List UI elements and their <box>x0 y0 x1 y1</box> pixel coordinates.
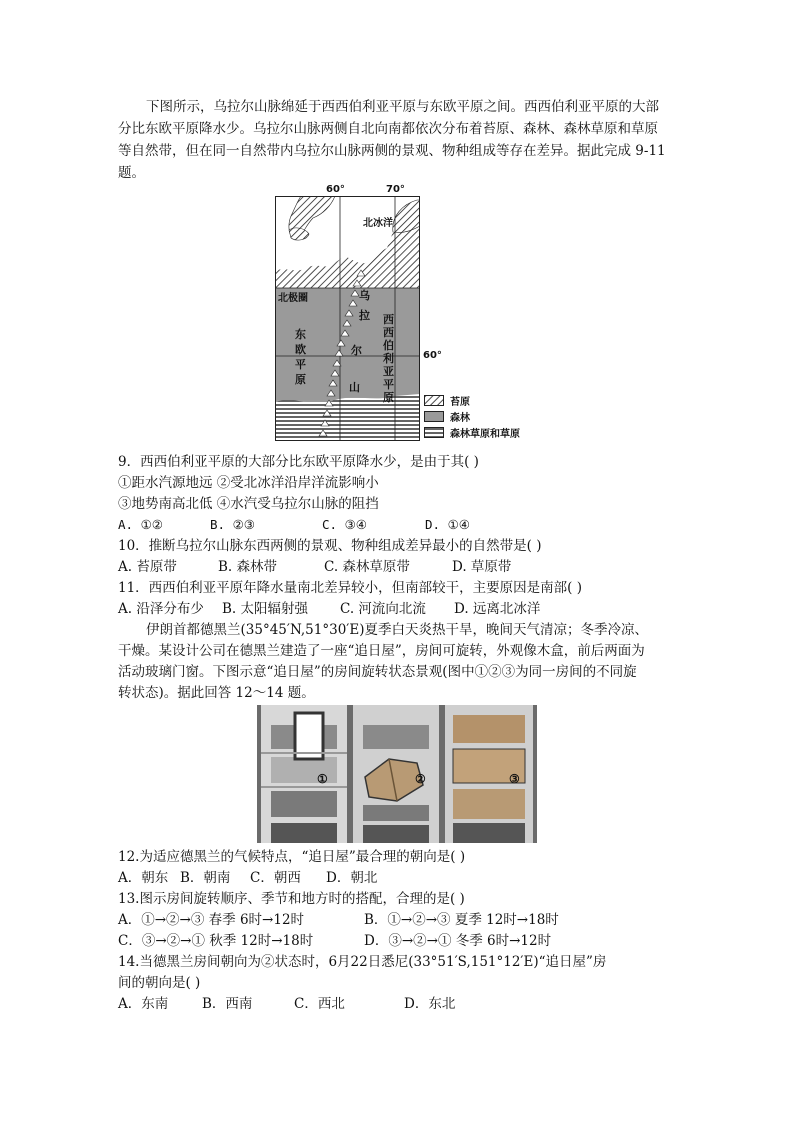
marker-3: ③ <box>509 772 520 786</box>
q11-option-a[interactable]: A. 沿泽分布少 <box>118 601 204 617</box>
intro-line-4: 题。 <box>118 165 145 181</box>
legend-steppe: 森林草原和草原 <box>424 425 520 439</box>
q12-option-d[interactable]: D．朝北 <box>326 870 378 886</box>
svg-text:平: 平 <box>383 378 394 391</box>
hatch-swatch-icon <box>424 395 444 406</box>
legend-tundra: 苔原 <box>424 393 520 407</box>
svg-text:平: 平 <box>295 358 306 371</box>
intro-line-2: 分比东欧平原降水少。乌拉尔山脉两侧自北向南都依次分布着苔原、森林、森林草原和草原 <box>118 121 658 137</box>
q14-option-d[interactable]: D．东北 <box>404 996 456 1012</box>
q14-option-c[interactable]: C．西北 <box>294 996 345 1012</box>
q10-option-b[interactable]: B. 森林带 <box>218 559 278 575</box>
label-arctic-circle: 北极圈 <box>278 293 308 304</box>
q14-stem-line-2: 间的朝向是( ) <box>118 975 201 991</box>
lon-label-70: 70° <box>386 184 405 195</box>
sun-tracking-house-photo <box>257 705 537 843</box>
q11-stem: 11．西西伯利亚平原年降水量南北差异较小，但南部较干，主要原因是南部( ) <box>118 580 583 596</box>
marker-1: ① <box>317 772 328 786</box>
q13-option-c[interactable]: C．③→②→① 秋季 12时→18时 <box>118 933 314 949</box>
q11-option-b[interactable]: B. 太阳辐射强 <box>222 601 309 617</box>
q12-option-a[interactable]: A．朝东 <box>118 870 169 886</box>
svg-text:原: 原 <box>383 391 394 404</box>
intro-line-1: 下图所示，乌拉尔山脉绵延于西西伯利亚平原与东欧平原之间。西西伯利亚平原的大部 <box>146 99 659 115</box>
svg-text:乌: 乌 <box>359 289 370 302</box>
ural-map <box>275 196 420 441</box>
q13-option-b[interactable]: B．①→②→③ 夏季 12时→18时 <box>364 912 559 928</box>
q9-option-c[interactable]: C. ③④ <box>322 517 367 532</box>
svg-text:西: 西 <box>383 313 394 326</box>
q10-option-a[interactable]: A. 苔原带 <box>118 559 177 575</box>
q10-option-d[interactable]: D. 草原带 <box>452 559 512 575</box>
svg-text:亚: 亚 <box>383 365 394 378</box>
q12-option-b[interactable]: B．朝南 <box>180 870 231 886</box>
passage2-line-4: 转状态)。据此回答 12～14 题。 <box>118 685 315 701</box>
label-arctic-ocean: 北冰洋 <box>363 218 393 229</box>
legend-forest: 森林 <box>424 409 520 423</box>
q9-statement-1: ①距水汽源地远 ②受北冰洋沿岸洋流影响小 <box>118 475 379 491</box>
q14-option-b[interactable]: B．西南 <box>202 996 253 1012</box>
passage2-line-3: 活动玻璃门窗。下图示意“追日屋”的房间旋转状态景观(图中①②③为同一房间的不同旋 <box>118 664 637 680</box>
q12-option-c[interactable]: C．朝西 <box>250 870 301 886</box>
q11-option-d[interactable]: D. 远离北冰洋 <box>454 601 541 617</box>
svg-text:原: 原 <box>295 373 306 386</box>
q11-option-c[interactable]: C. 河流向北流 <box>340 601 426 617</box>
q10-stem: 10．推断乌拉尔山脉东西两侧的景观、物种组成差异最小的自然带是( ) <box>118 538 542 554</box>
building-state-2 <box>353 705 439 843</box>
house-illustration <box>257 705 537 843</box>
svg-text:尔: 尔 <box>351 344 362 357</box>
lines-swatch-icon <box>424 427 444 438</box>
q9-option-a[interactable]: A. ①② <box>118 517 163 532</box>
q13-stem: 13.图示房间旋转顺序、季节和地方时的搭配，合理的是( ) <box>118 891 465 907</box>
passage2-line-1: 伊朗首都德黑兰(35°45′N,51°30′E)夏季白天炎热干旱，晚间天气清凉；冬季冷凉、 <box>146 622 648 638</box>
lat-label-60: 60° <box>423 350 442 361</box>
gray-swatch-icon <box>424 411 444 422</box>
building-state-1 <box>261 705 347 843</box>
svg-text:利: 利 <box>383 352 394 365</box>
q14-option-a[interactable]: A．东南 <box>118 996 169 1012</box>
q12-stem: 12.为适应德黑兰的气候特点，“追日屋”最合理的朝向是( ) <box>118 849 466 865</box>
steppe-zone <box>275 394 420 441</box>
intro-line-3: 等自然带，但在同一自然带内乌拉尔山脉两侧的景观、物种组成等存在差异。据此完成 9-11 <box>118 143 666 159</box>
q9-option-d[interactable]: D. ①④ <box>425 517 470 532</box>
q9-statement-2: ③地势南高北低 ④水汽受乌拉尔山脉的阻挡 <box>118 496 379 512</box>
q9-stem: 9．西西伯利亚平原的大部分比东欧平原降水少，是由于其( ) <box>118 454 479 470</box>
label-west-siberia <box>382 312 394 404</box>
svg-text:欧: 欧 <box>295 343 306 356</box>
svg-text:山: 山 <box>349 381 360 394</box>
svg-text:西: 西 <box>383 326 394 339</box>
q14-stem-line-1: 14.当德黑兰房间朝向为②状态时，6月22日悉尼(33°51′S,151°12′E)“追日屋”房 <box>118 954 607 970</box>
lon-label-60: 60° <box>326 184 345 195</box>
passage2-line-2: 干燥。某设计公司在德黑兰建造了一座“追日屋”，房间可旋转，外观像木盒，前后两面为 <box>118 643 645 659</box>
svg-text:东: 东 <box>295 328 306 341</box>
marker-2: ② <box>415 772 426 786</box>
q10-option-c[interactable]: C. 森林草原带 <box>324 559 410 575</box>
q13-option-d[interactable]: D．③→②→① 冬季 6时→12时 <box>364 933 552 949</box>
svg-text:伯: 伯 <box>383 339 394 352</box>
svg-text:拉: 拉 <box>359 309 370 322</box>
map-legend <box>424 393 520 441</box>
q9-option-b[interactable]: B. ②③ <box>210 517 255 532</box>
q13-option-a[interactable]: A．①→②→③ 春季 6时→12时 <box>118 912 305 928</box>
